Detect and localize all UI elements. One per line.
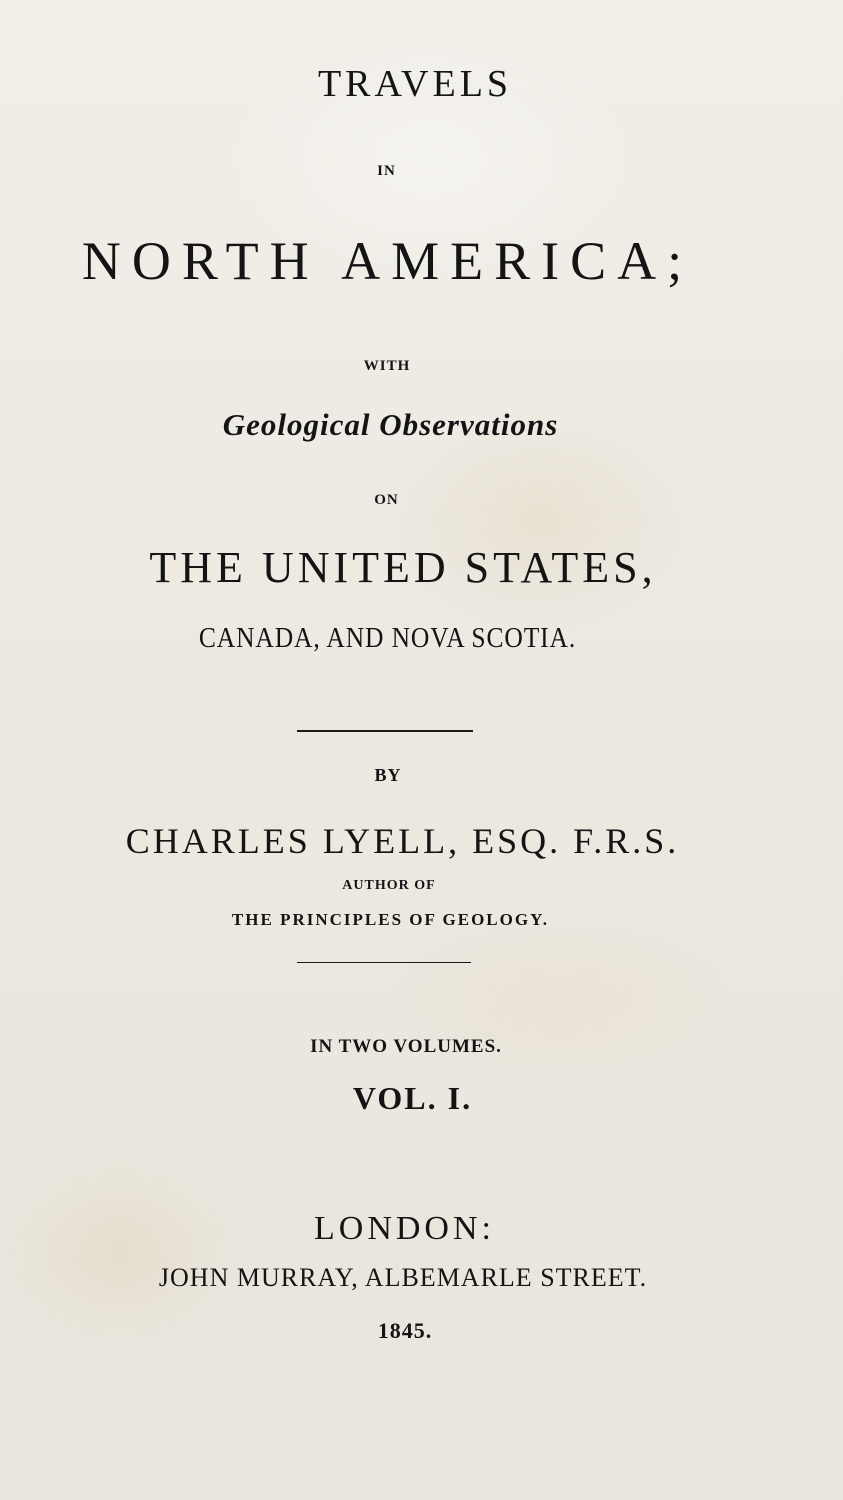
- volumes-note: IN TWO VOLUMES.: [310, 1036, 502, 1057]
- region-canada-nova-scotia: CANADA, AND NOVA SCOTIA.: [198, 622, 577, 654]
- region-united-states: THE UNITED STATES,: [149, 543, 657, 592]
- connector-with: WITH: [363, 358, 411, 374]
- by-label: BY: [374, 765, 402, 785]
- publication-place: LONDON:: [314, 1210, 495, 1247]
- author-of-label: AUTHOR OF: [342, 878, 436, 893]
- connector-in: IN: [377, 163, 396, 179]
- title-north-america: NORTH AMERICA;: [81, 231, 694, 291]
- previous-work-title: THE PRINCIPLES OF GEOLOGY.: [231, 910, 550, 929]
- volume-number: VOL. I.: [352, 1080, 473, 1116]
- subtitle-geological-observations: Geological Observations: [222, 407, 559, 442]
- title-travels: TRAVELS: [317, 63, 513, 105]
- author-name: CHARLES LYELL, ESQ. F.R.S.: [125, 821, 680, 861]
- divider-rule: [297, 962, 471, 963]
- divider-rule: [297, 730, 473, 732]
- publisher-name: JOHN MURRAY, ALBEMARLE STREET.: [158, 1263, 648, 1292]
- publication-year: 1845.: [377, 1318, 433, 1343]
- connector-on: ON: [374, 492, 399, 508]
